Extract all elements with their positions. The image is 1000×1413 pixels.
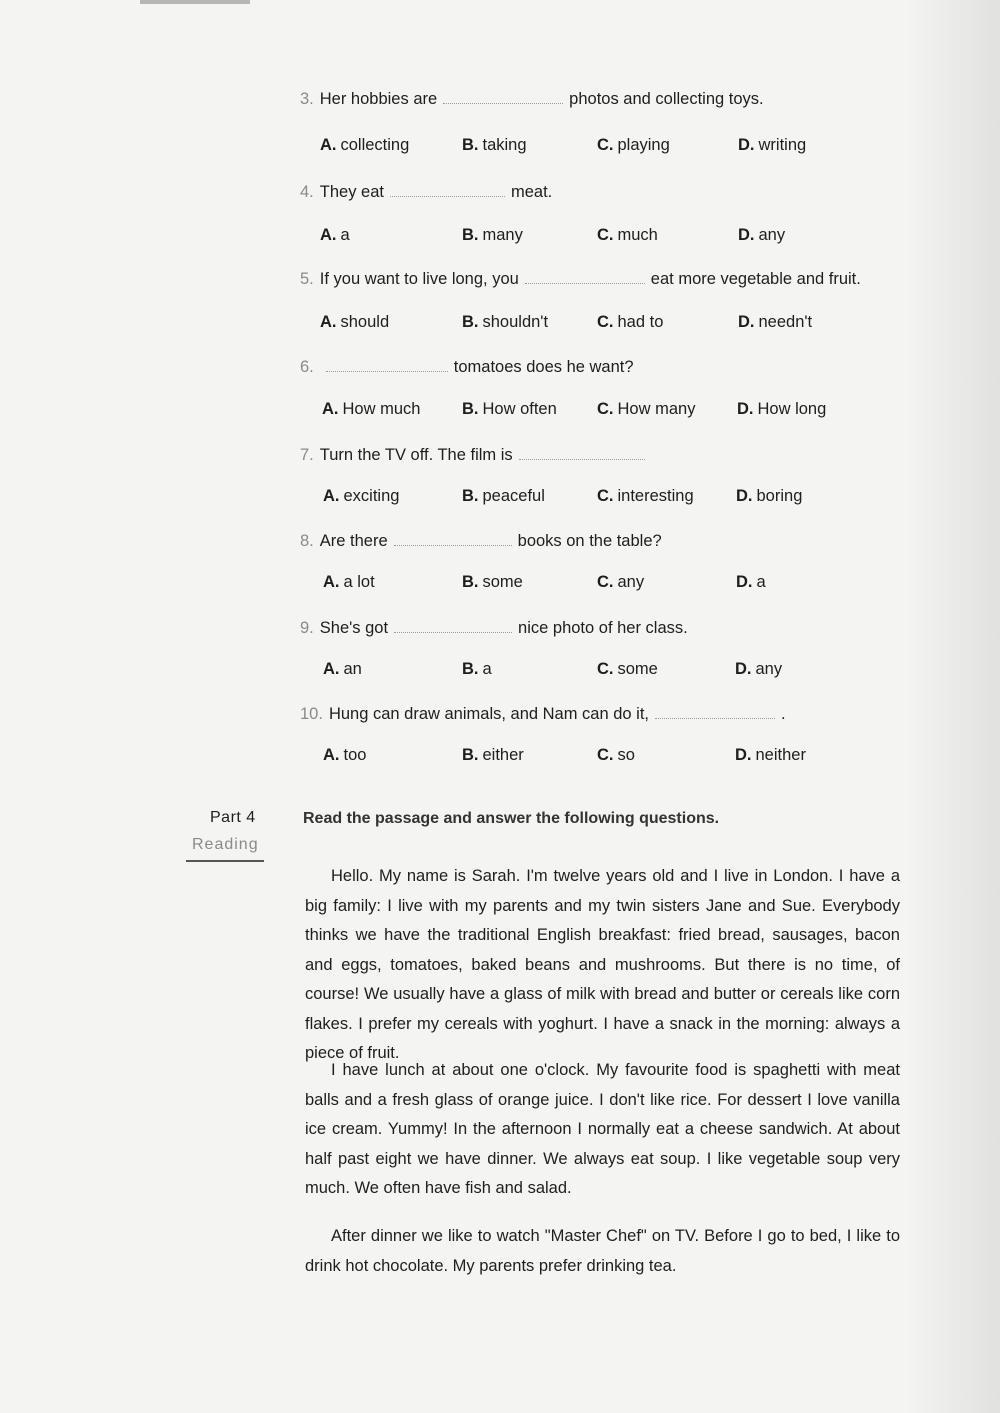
option-d[interactable]: D. writing <box>738 136 807 154</box>
option-a[interactable]: A. a lot <box>323 573 375 591</box>
question-3 <box>300 88 900 110</box>
option-d[interactable]: D. needn't <box>738 313 813 331</box>
option-c[interactable]: C. much <box>597 226 658 244</box>
question-8 <box>300 530 900 552</box>
option-c[interactable]: C. some <box>597 660 658 678</box>
option-d[interactable]: D. neither <box>735 746 806 764</box>
option-c[interactable]: C. so <box>597 746 635 764</box>
question-text-pre: Are there <box>319 532 388 550</box>
answer-blank[interactable] <box>394 531 512 546</box>
part-subtitle: Reading <box>192 836 259 853</box>
options-6 <box>320 400 880 424</box>
option-b[interactable]: B. many <box>462 226 523 244</box>
question-number: 7. <box>300 446 314 464</box>
question-text-post: meat. <box>510 183 553 201</box>
option-c[interactable]: C. any <box>597 573 645 591</box>
option-c[interactable]: C. had to <box>597 313 664 331</box>
question-text-post: books on the table? <box>517 532 662 550</box>
option-b[interactable]: B. taking <box>462 136 527 154</box>
question-text-pre: Her hobbies are <box>319 90 438 108</box>
question-4 <box>300 181 900 203</box>
question-10 <box>300 703 900 725</box>
question-6 <box>300 356 900 378</box>
passage-paragraph-3: After dinner we like to watch "Master Chef" on TV. Before I go to bed, I like to drink hot chocolate. My parents prefer drinking tea. <box>305 1227 900 1275</box>
option-d[interactable]: D. any <box>735 660 783 678</box>
reading-instruction: Read the passage and answer the following questions. <box>303 810 720 827</box>
question-text-post: . <box>781 705 786 723</box>
question-text-post: eat more vegetable and fruit. <box>650 270 861 288</box>
option-b[interactable]: B. shouldn't <box>462 313 549 331</box>
answer-blank[interactable] <box>443 89 563 104</box>
header-fragment <box>140 0 250 4</box>
answer-blank[interactable] <box>525 269 645 284</box>
question-text-pre: Hung can draw animals, and Nam can do it, <box>328 705 650 723</box>
question-number: 10. <box>300 705 323 723</box>
option-c[interactable]: C. playing <box>597 136 670 154</box>
options-5 <box>320 313 880 337</box>
answer-blank[interactable] <box>394 618 512 633</box>
answer-blank[interactable] <box>390 182 505 197</box>
option-a[interactable]: A. an <box>323 660 362 678</box>
part-label: Part 4 <box>210 809 256 826</box>
question-number: 5. <box>300 270 314 288</box>
question-text-post: tomatoes does he want? <box>453 358 634 376</box>
question-number: 3. <box>300 90 314 108</box>
option-b[interactable]: B. How often <box>462 400 557 418</box>
question-text-pre: They eat <box>319 183 384 201</box>
options-3 <box>320 136 880 160</box>
option-d[interactable]: D. a <box>736 573 766 591</box>
question-number: 9. <box>300 619 314 637</box>
options-4 <box>320 226 880 250</box>
part-divider <box>186 860 264 862</box>
answer-blank[interactable] <box>655 704 775 719</box>
option-b[interactable]: B. peaceful <box>462 487 545 505</box>
option-a[interactable]: A. collecting <box>320 136 410 154</box>
answer-blank[interactable] <box>326 357 448 372</box>
options-9 <box>320 660 880 684</box>
options-7 <box>320 487 880 511</box>
page-shadow <box>905 0 1000 1413</box>
question-text-pre: If you want to live long, you <box>319 270 519 288</box>
option-d[interactable]: D. How long <box>737 400 827 418</box>
option-c[interactable]: C. How many <box>597 400 696 418</box>
question-text-pre: She's got <box>319 619 389 637</box>
option-d[interactable]: D. boring <box>736 487 803 505</box>
option-a[interactable]: A. exciting <box>323 487 400 505</box>
option-a[interactable]: A. too <box>323 746 367 764</box>
question-9 <box>300 617 900 639</box>
question-number: 6. <box>300 358 314 376</box>
answer-blank[interactable] <box>519 445 645 460</box>
option-a[interactable]: A. should <box>320 313 390 331</box>
question-5 <box>300 268 900 290</box>
passage-paragraph-1: Hello. My name is Sarah. I'm twelve years old and I live in London. I have a big family: I live with my parents and my twin sisters Jane and Sue. Everybody thinks we have the traditional English breakfast: fried bread, sausages, bacon and eggs, tomatoes, baked beans and mushrooms. But there is no time, of course! We usually have a glass of milk with bread and butter or cereals like corn flakes. I prefer my cereals with yoghurt. I have a snack in the morning: always a piece of fruit. <box>305 867 900 1062</box>
option-b[interactable]: B. some <box>462 573 523 591</box>
question-text-post: nice photo of her class. <box>518 619 688 637</box>
question-number: 4. <box>300 183 314 201</box>
option-c[interactable]: C. interesting <box>597 487 694 505</box>
option-b[interactable]: B. a <box>462 660 492 678</box>
question-number: 8. <box>300 532 314 550</box>
question-text-post: photos and collecting toys. <box>569 90 764 108</box>
options-10 <box>320 746 880 770</box>
option-a[interactable]: A. How much <box>322 400 421 418</box>
question-7 <box>300 444 900 466</box>
question-text-pre: Turn the TV off. The film is <box>319 446 513 464</box>
option-b[interactable]: B. either <box>462 746 524 764</box>
passage-paragraph-2: I have lunch at about one o'clock. My favourite food is spaghetti with meat balls and a fresh glass of orange juice. I don't like rice. For dessert I love vanilla ice cream. Yummy! In the afternoon I normally eat a cheese sandwich. At about half past eight we have dinner. We always eat soup. I like vegetable soup very much. We often have fish and salad. <box>305 1061 900 1197</box>
option-a[interactable]: A. a <box>320 226 350 244</box>
option-d[interactable]: D. any <box>738 226 786 244</box>
options-8 <box>320 573 880 597</box>
